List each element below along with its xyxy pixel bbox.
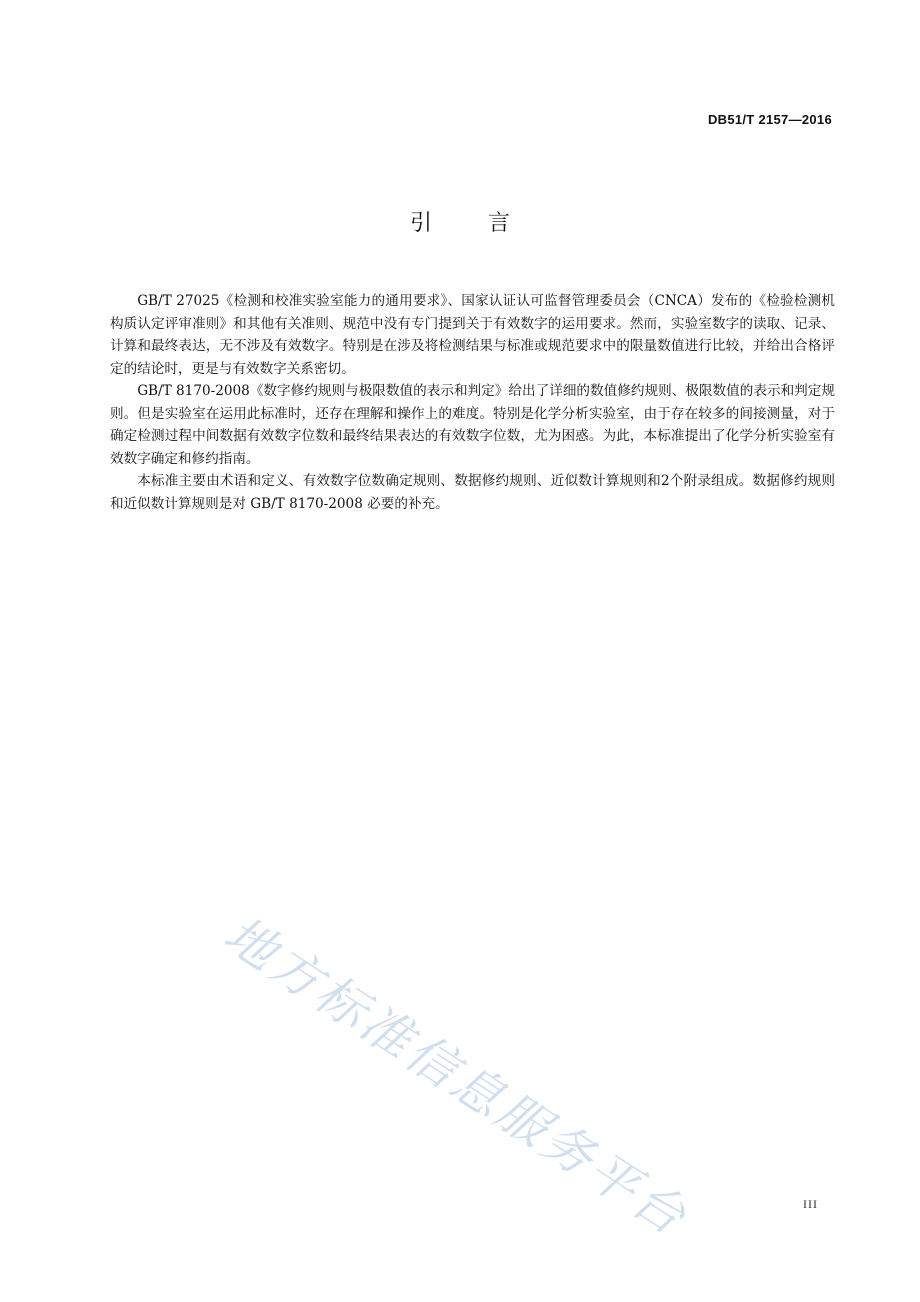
title-char-1: 引 — [409, 211, 432, 236]
paragraph-2: GB/T 8170-2008《数字修约规则与极限数值的表示和判定》给出了详细的数值修约规则、极限数值的表示和判定规则。但是实验室在运用此标准时，还存在理解和操作上的难度。特别是化学分析实验室，由于存在较多的间接测量，对于确定检测过程中间数据有效数字位数和最终结果表达的有效数字位数，尤为困惑。为此，本标准提出了化学分析实验室有效数字确定和修约指南。 — [110, 383, 835, 467]
page-number: III — [803, 1197, 818, 1211]
paragraph-3: 本标准主要由术语和定义、有效数字位数确定规则、数据修约规则、近似数计算规则和2个附录组成。数据修约规则和近似数计算规则是对 GB/T 8170-2008 必要的补充。 — [110, 473, 835, 512]
title-char-2: 言 — [488, 211, 511, 236]
page-title — [0, 206, 920, 237]
paragraph-1: GB/T 27025《检测和校准实验室能力的通用要求》、国家认证认可监督管理委员会（CNCA）发布的《检验检测机构质认定评审准则》和其他有关准则、规范中没有专门提到关于有效数字的运用要求。然而，实验室数字的读取、记录、计算和最终表达，无不涉及有效数字。特别是在涉及将检测结果与标准或规范要求中的限量数值进行比较，并给出合格评定的结论时，更是与有效数字关系密切。 — [110, 293, 835, 377]
watermark: 地方标准信息服务平台 — [214, 905, 699, 1248]
intro-body — [110, 290, 835, 515]
standard-code: DB51/T 2157—2016 — [707, 112, 832, 127]
